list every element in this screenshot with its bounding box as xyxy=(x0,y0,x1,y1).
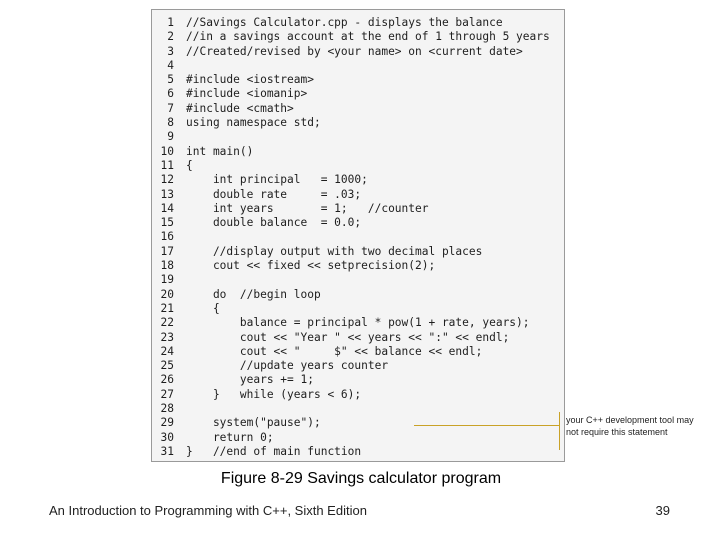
callout-note-line-2: not require this statement xyxy=(566,426,668,437)
code-line xyxy=(152,202,564,216)
code-text: years += 1; xyxy=(186,373,314,387)
line-number: 17 xyxy=(160,244,174,258)
code-line xyxy=(152,145,564,159)
line-number: 8 xyxy=(167,116,174,130)
code-text: //in a savings account at the end of 1 through 5 years xyxy=(186,30,550,44)
line-number: 5 xyxy=(167,73,174,87)
line-number: 26 xyxy=(160,373,174,387)
code-line xyxy=(152,230,564,244)
code-text: } while (years < 6); xyxy=(186,387,362,401)
code-text: int principal = 1000; xyxy=(186,173,368,187)
code-line xyxy=(152,188,564,202)
code-line xyxy=(152,402,564,416)
callout-note-line-1: your C++ development tool may xyxy=(566,415,694,425)
code-line xyxy=(152,30,564,44)
callout-bracket xyxy=(559,412,560,450)
code-line xyxy=(152,87,564,101)
code-line xyxy=(152,59,564,73)
line-number: 11 xyxy=(160,158,174,172)
code-text: #include <iomanip> xyxy=(186,87,308,101)
line-number: 23 xyxy=(160,330,174,344)
line-number: 18 xyxy=(160,259,174,273)
code-line xyxy=(152,16,564,30)
line-number: 9 xyxy=(167,130,174,144)
line-number: 20 xyxy=(160,287,174,301)
line-number: 4 xyxy=(167,58,174,72)
callout-note xyxy=(566,415,711,438)
code-line xyxy=(152,45,564,59)
line-number: 15 xyxy=(160,216,174,230)
code-text: int main() xyxy=(186,144,254,158)
code-line xyxy=(152,345,564,359)
footer-book-title: An Introduction to Programming with C++, Sixth Edition xyxy=(49,503,367,518)
code-text: cout << fixed << setprecision(2); xyxy=(186,259,436,273)
code-text: //display output with two decimal places xyxy=(186,244,483,258)
code-text: double balance = 0.0; xyxy=(186,216,362,230)
code-line xyxy=(152,159,564,173)
line-number: 14 xyxy=(160,201,174,215)
code-text: { xyxy=(186,158,193,172)
code-line xyxy=(152,259,564,273)
code-line xyxy=(152,445,564,459)
line-number: 29 xyxy=(160,416,174,430)
footer-page-number: 39 xyxy=(655,503,670,518)
code-line xyxy=(152,173,564,187)
code-line xyxy=(152,359,564,373)
code-text: //Savings Calculator.cpp - displays the balance xyxy=(186,16,503,29)
code-text: do //begin loop xyxy=(186,287,321,301)
figure-caption: Figure 8-29 Savings calculator program xyxy=(220,470,502,487)
line-number: 6 xyxy=(167,87,174,101)
line-number: 22 xyxy=(160,316,174,330)
code-line xyxy=(152,431,564,445)
code-line xyxy=(152,273,564,287)
code-text: } //end of main function xyxy=(186,444,362,458)
code-text: cout << " $" << balance << endl; xyxy=(186,344,483,358)
code-text: { xyxy=(186,301,220,315)
line-number: 27 xyxy=(160,387,174,401)
code-text: double rate = .03; xyxy=(186,187,362,201)
code-text: #include <cmath> xyxy=(186,101,294,115)
code-text: balance = principal * pow(1 + rate, years); xyxy=(186,316,530,330)
code-line xyxy=(152,331,564,345)
line-number: 28 xyxy=(160,402,174,416)
code-listing-panel xyxy=(151,9,694,462)
code-line xyxy=(152,288,564,302)
line-number: 1 xyxy=(167,16,174,29)
code-line xyxy=(152,116,564,130)
line-number: 13 xyxy=(160,187,174,201)
line-number: 31 xyxy=(160,444,174,458)
code-text: system("pause"); xyxy=(186,416,321,430)
callout-connector-line xyxy=(414,425,560,426)
line-number: 21 xyxy=(160,301,174,315)
line-number: 30 xyxy=(160,430,174,444)
line-number: 12 xyxy=(160,173,174,187)
code-line xyxy=(152,245,564,259)
code-lines xyxy=(152,16,564,459)
code-line xyxy=(152,388,564,402)
code-line xyxy=(152,73,564,87)
line-number: 19 xyxy=(160,273,174,287)
line-number: 10 xyxy=(160,144,174,158)
line-number: 7 xyxy=(167,101,174,115)
code-line xyxy=(152,130,564,144)
code-text: #include <iostream> xyxy=(186,73,314,87)
line-number: 16 xyxy=(160,230,174,244)
code-line xyxy=(152,216,564,230)
code-text: int years = 1; //counter xyxy=(186,201,429,215)
code-text: using namespace std; xyxy=(186,116,321,130)
line-number: 24 xyxy=(160,344,174,358)
line-number: 2 xyxy=(167,30,174,44)
line-number: 25 xyxy=(160,359,174,373)
code-line xyxy=(152,302,564,316)
code-text: //Created/revised by <your name> on <current date> xyxy=(186,44,523,58)
code-text: //update years counter xyxy=(186,359,389,373)
code-text: return 0; xyxy=(186,430,274,444)
line-number: 3 xyxy=(167,44,174,58)
code-line xyxy=(152,316,564,330)
code-line xyxy=(152,416,564,430)
code-text: cout << "Year " << years << ":" << endl; xyxy=(186,330,510,344)
code-line xyxy=(152,373,564,387)
code-line xyxy=(152,102,564,116)
